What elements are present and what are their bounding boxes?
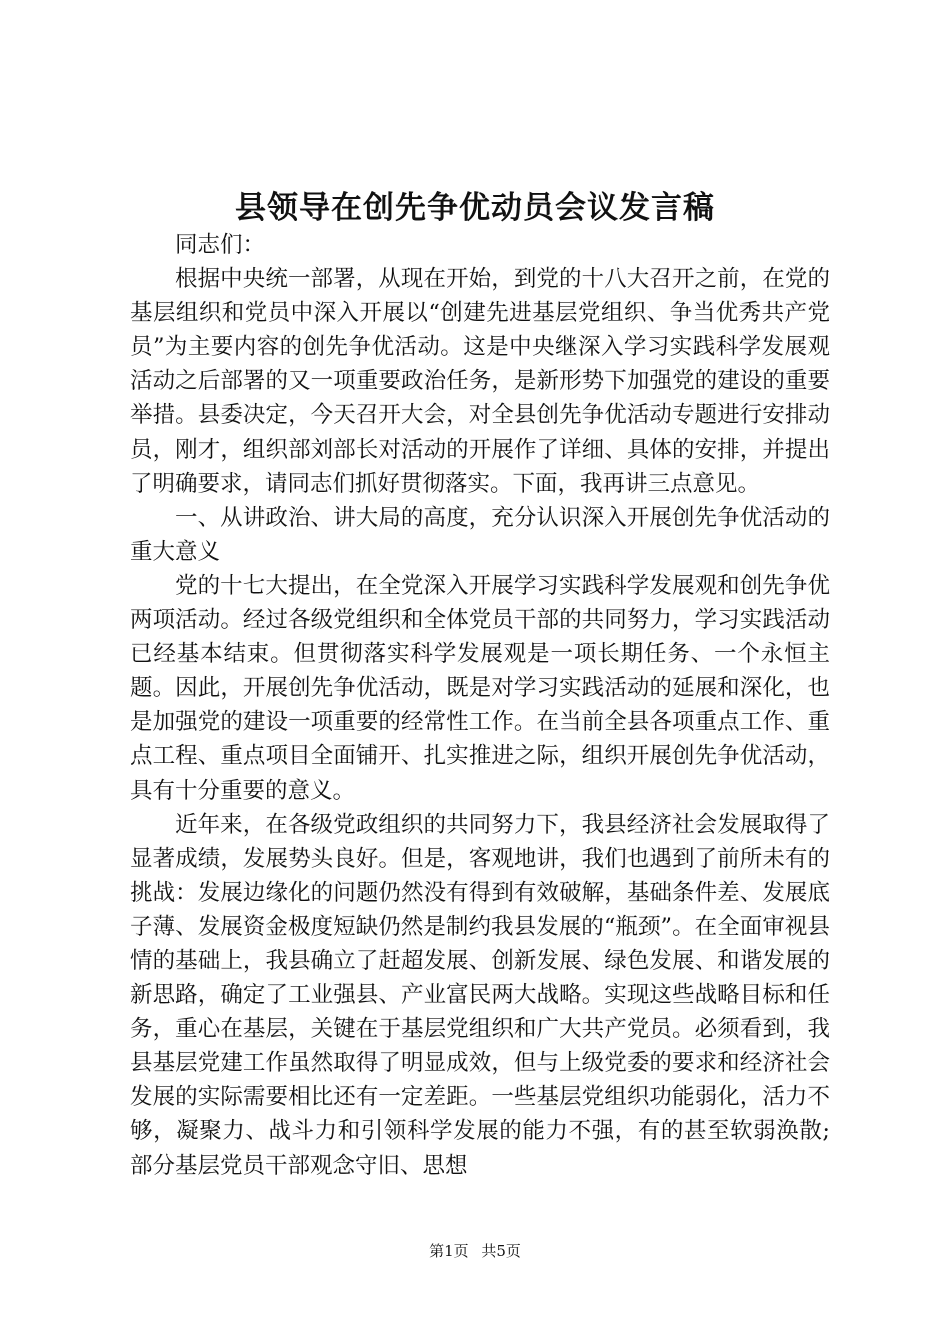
document-title: 县领导在创先争优动员会议发言稿: [235, 190, 715, 226]
page-number: 第1页: [429, 1242, 469, 1260]
page-total: 共5页: [481, 1242, 521, 1260]
paragraph-significance: 党的十七大提出，在全党深入开展学习实践科学发展观和创先争优两项活动。经过各级党组织和全体党员干部的共同努力，学习实践活动已经基本结束。但贯彻落实科学发展观是一项长期任务、一个永恒主题。因此，开展创先争优活动，既是对学习实践活动的延展和深化，也是加强党的建设一项重要的经常性工作。在当前全县各项重点工作、重点工程、重点项目全面铺开、扎实推进之际，组织开展创先争优活动，具有十分重要的意义。: [130, 572, 830, 804]
paragraph-salutation: 同志们：: [175, 232, 266, 258]
document-body: [130, 228, 830, 1183]
page-footer: [0, 1241, 950, 1261]
paragraph-recent-years: 近年来，在各级党政组织的共同努力下，我县经济社会发展取得了显著成绩，发展势头良好。但是，客观地讲，我们也遇到了前所未有的挑战：发展边缘化的问题仍然没有得到有效破解，基础条件差、发展底子薄、发展资金极度短缺仍然是制约我县发展的“瓶颈”。在全面审视县情的基础上，我县确立了赶超发展、创新发展、绿色发展、和谐发展的新思路，确定了工业强县、产业富民两大战略。实现这些战略目标和任务，重心在基层，关键在于基层党组织和广大共产党员。必须看到，我县基层党建工作虽然取得了明显成效，但与上级党委的要求和经济社会发展的实际需要相比还有一定差距。一些基层党组织功能弱化，活力不够，凝聚力、战斗力和引领科学发展的能力不强，有的甚至软弱涣散;部分基层党员干部观念守旧、思想: [130, 811, 830, 1179]
paragraph-intro: 根据中央统一部署，从现在开始，到党的十八大召开之前，在党的基层组织和党员中深入开展以“创建先进基层党组织、争当优秀共产党员”为主要内容的创先争优活动。这是中央继深入学习实践科学发展观活动之后部署的又一项重要政治任务，是新形势下加强党的建设的重要举措。县委决定，今天召开大会，对全县创先争优活动专题进行安排动员，刚才，组织部刘部长对活动的开展作了详细、具体的安排，并提出了明确要求，请同志们抓好贯彻落实。下面，我再讲三点意见。: [130, 266, 830, 497]
section-heading-1: 一、从讲政治、讲大局的高度，充分认识深入开展创先争优活动的重大意义: [130, 504, 830, 565]
